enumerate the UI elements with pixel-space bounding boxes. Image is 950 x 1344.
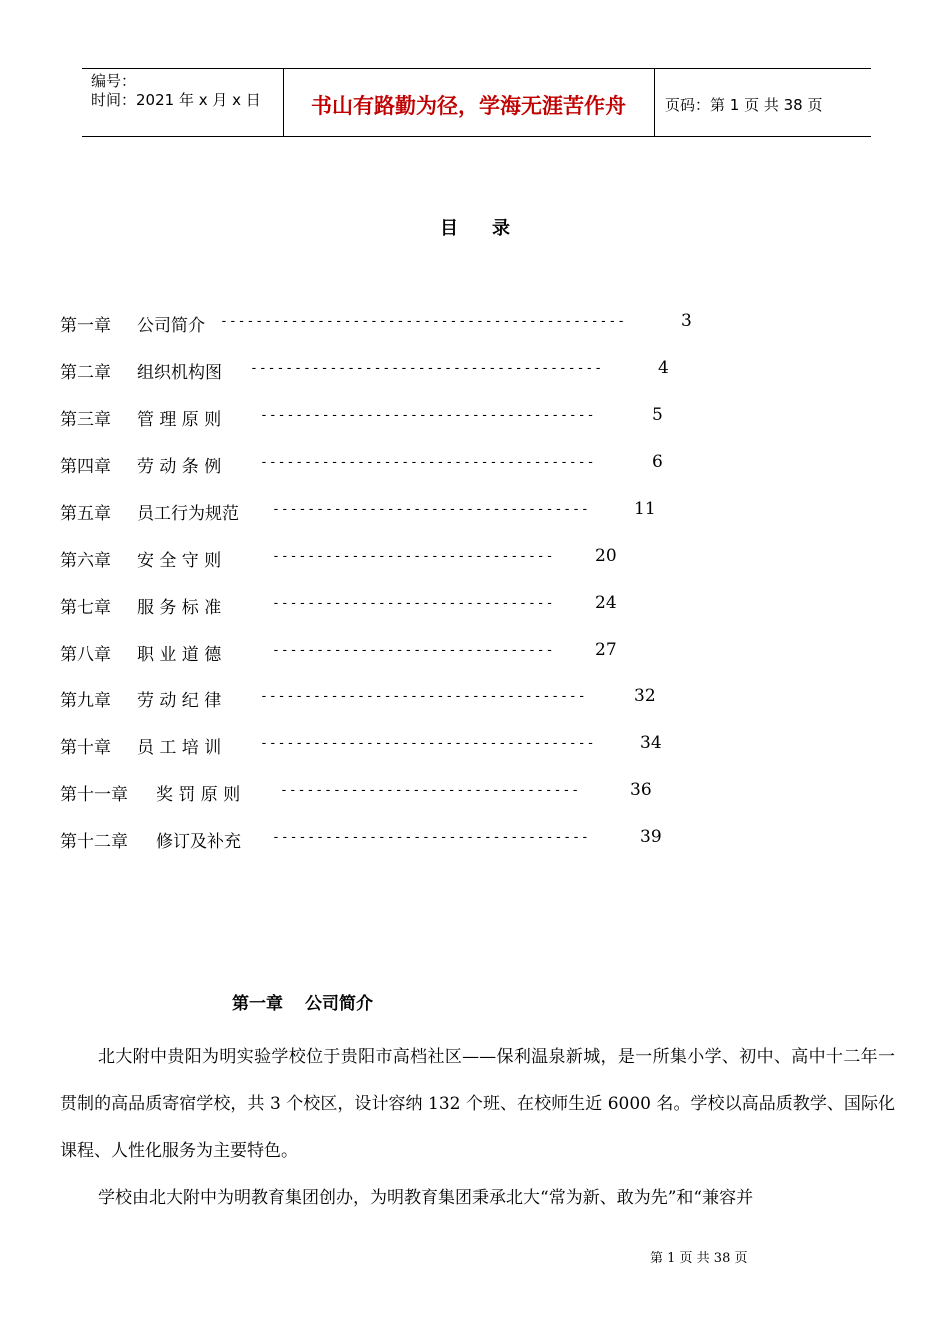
toc-page: 11 <box>634 499 656 519</box>
header-meta-cell <box>82 69 284 136</box>
page-footer: 第 1 页 共 38 页 <box>650 1251 748 1266</box>
toc-page: 39 <box>640 827 662 847</box>
toc-leader: -------------------------------------- <box>260 408 596 423</box>
toc-chapter: 第七章 <box>60 598 111 618</box>
toc-leader: -------------------------------------- <box>260 736 596 751</box>
toc-page: 32 <box>634 686 656 706</box>
toc-page: 34 <box>640 733 662 753</box>
toc-title: 目录 <box>440 218 544 239</box>
header-page-info: 页码：第 1 页 共 38 页 <box>665 96 823 114</box>
toc-name: 员工行为规范 <box>137 504 239 524</box>
toc-chapter: 第三章 <box>60 410 111 430</box>
toc-name: 奖 罚 原 则 <box>156 785 241 805</box>
toc-chapter: 第十二章 <box>60 832 128 852</box>
toc-chapter: 第八章 <box>60 645 111 665</box>
section-title: 公司简介 <box>305 994 373 1014</box>
toc-chapter: 第四章 <box>60 457 111 477</box>
toc-name: 管 理 原 则 <box>137 410 222 430</box>
toc-name: 职 业 道 德 <box>137 645 222 665</box>
toc-name: 劳 动 条 例 <box>137 457 222 477</box>
toc-name: 修订及补充 <box>156 832 241 852</box>
toc-chapter: 第十一章 <box>60 785 128 805</box>
toc-name: 组织机构图 <box>137 363 222 383</box>
section-chapter: 第一章 <box>232 994 283 1014</box>
toc-leader: ------------------------------------ <box>272 502 590 517</box>
toc-name: 劳 动 纪 律 <box>137 691 222 711</box>
toc-page: 27 <box>595 640 617 660</box>
toc-leader: -------------------------------- <box>272 643 555 658</box>
toc-leader: ------------------------------------ <box>272 830 590 845</box>
section-body <box>60 1034 895 1222</box>
toc-name: 服 务 标 准 <box>137 598 222 618</box>
code-label: 编号： <box>91 72 137 90</box>
toc-leader: ---------------------------------- <box>280 783 581 798</box>
toc-name: 员 工 培 训 <box>137 738 222 758</box>
page-header <box>82 68 871 137</box>
toc-name: 安 全 守 则 <box>137 551 222 571</box>
toc-chapter: 第二章 <box>60 363 111 383</box>
toc-chapter: 第六章 <box>60 551 111 571</box>
toc-chapter: 第五章 <box>60 504 111 524</box>
toc-chapter: 第一章 <box>60 316 111 336</box>
toc-page: 20 <box>595 546 617 566</box>
toc-page: 36 <box>630 780 652 800</box>
header-motto: 书山有路勤为径，学海无涯苦作舟 <box>283 69 655 136</box>
paragraph: 北大附中贵阳为明实验学校位于贵阳市高档社区——保利温泉新城，是一所集小学、初中、高中十二年一贯制的高品质寄宿学校，共 3 个校区，设计容纳 132 个班、在校师生近 6000 名。学校以高品质教学、国际化课程、人性化服务为主要特色。 <box>60 1047 895 1161</box>
toc-leader: -------------------------------- <box>272 596 555 611</box>
toc-leader: ---------------------------------------------- <box>220 314 627 329</box>
section-heading <box>232 989 373 1014</box>
toc-page: 4 <box>658 358 669 378</box>
toc-page: 5 <box>652 405 663 425</box>
toc-chapter: 第十章 <box>60 738 111 758</box>
toc-page: 3 <box>681 311 692 331</box>
toc-name: 公司简介 <box>137 316 205 336</box>
paragraph: 学校由北大附中为明教育集团创办，为明教育集团秉承北大“常为新、敢为先”和“兼容并 <box>98 1188 754 1208</box>
toc-page: 6 <box>652 452 663 472</box>
date-label: 时间：2021 年 x 月 x 日 <box>91 91 261 109</box>
toc-leader: -------------------------------------- <box>260 455 596 470</box>
toc-leader: ------------------------------------- <box>260 689 587 704</box>
toc-page: 24 <box>595 593 617 613</box>
toc-leader: -------------------------------- <box>272 549 555 564</box>
toc-chapter: 第九章 <box>60 691 111 711</box>
toc-leader: ---------------------------------------- <box>250 361 604 376</box>
